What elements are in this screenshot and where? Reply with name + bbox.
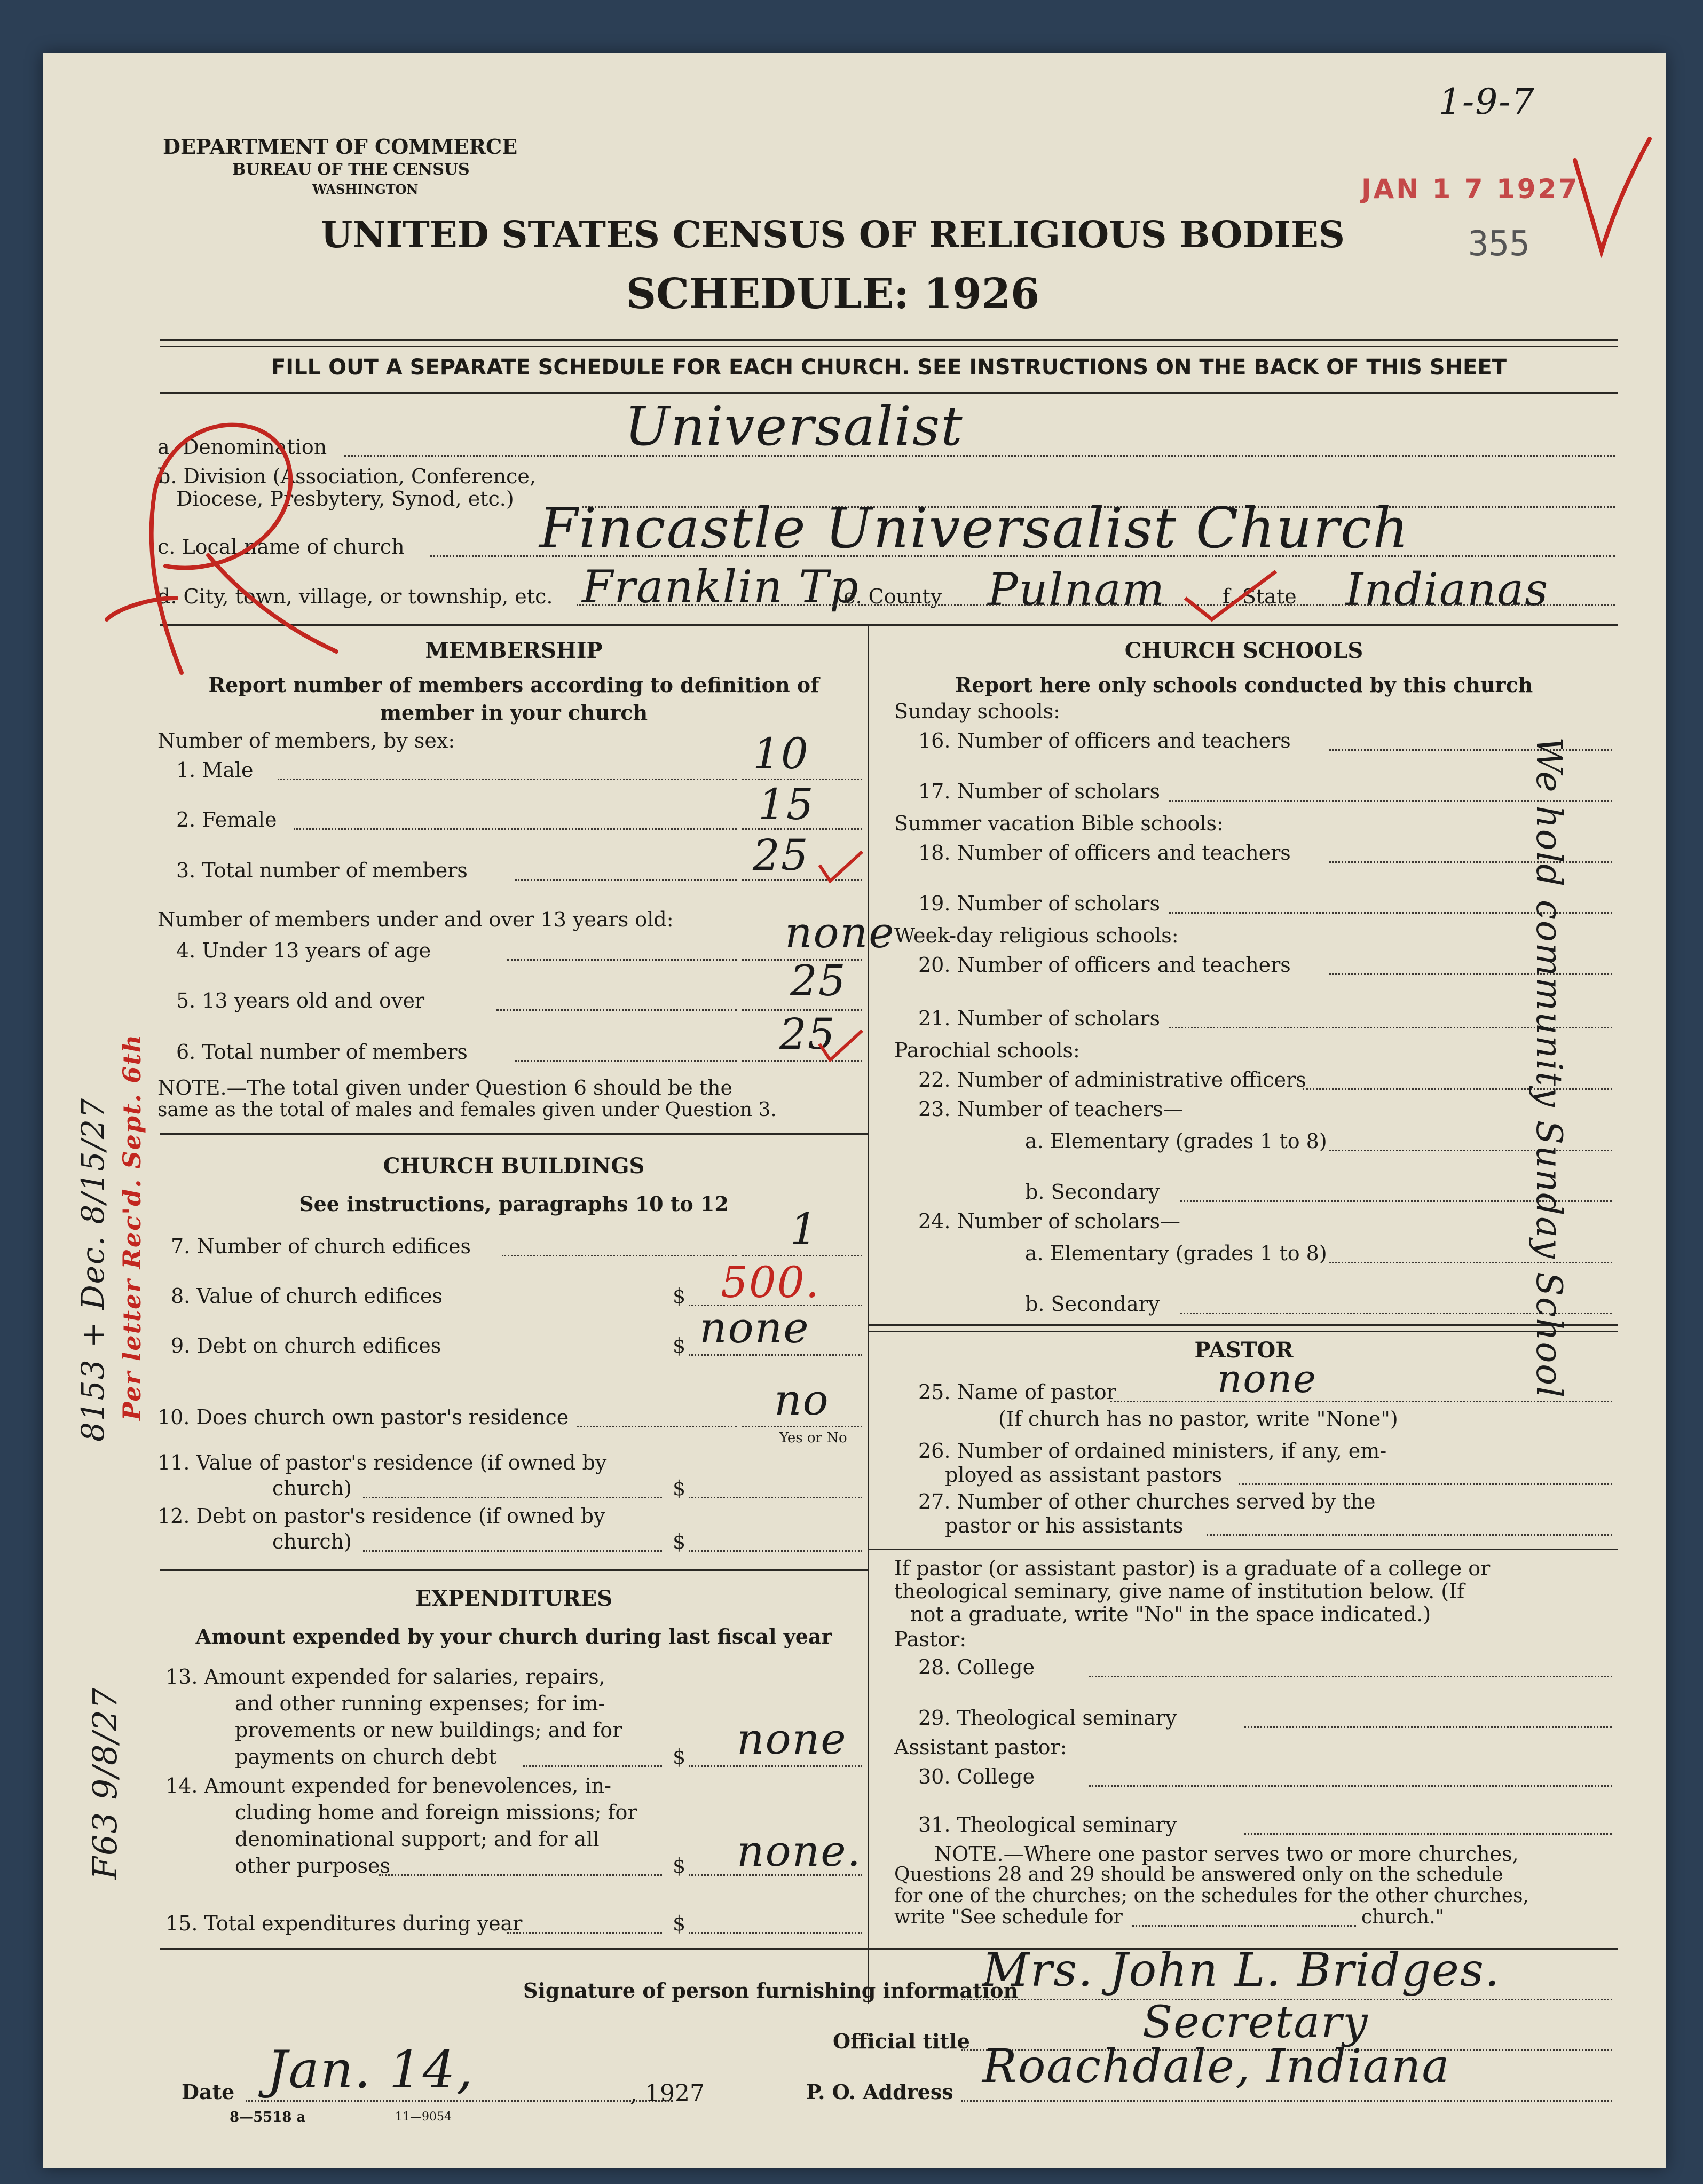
q14-line-4: other purposes xyxy=(235,1854,391,1877)
corner-note: 1-9-7 xyxy=(1439,81,1535,122)
under-13-value[interactable]: none xyxy=(785,908,895,957)
pastor-note-4: write "See schedule for xyxy=(894,1906,1123,1928)
assistant-pastor-subhead: Assistant pastor: xyxy=(894,1735,1067,1759)
q23b-label: b. Secondary xyxy=(1025,1180,1160,1204)
date-label: Date xyxy=(182,2080,235,2104)
pastor-note-1: NOTE.—Where one pastor serves two or more churches, xyxy=(934,1842,1519,1866)
city-label: d. City, town, village, or township, etc. xyxy=(157,585,553,608)
buildings-title: CHURCH BUILDINGS xyxy=(383,1153,645,1179)
graduate-instruction-2: theological seminary, give name of institution below. (If xyxy=(894,1580,1465,1603)
graduate-instruction-3: not a graduate, write "No" in the space indicated.) xyxy=(910,1602,1431,1626)
q24b-label: b. Secondary xyxy=(1025,1292,1160,1316)
expenditures-title: EXPENDITURES xyxy=(415,1586,613,1611)
q8-dollar: $ xyxy=(673,1284,686,1308)
city-value[interactable]: Franklin Tp xyxy=(582,561,860,613)
red-tick-1 xyxy=(817,849,865,886)
membership-title: MEMBERSHIP xyxy=(425,638,603,663)
q13-line-3: provements or new buildings; and for xyxy=(235,1718,622,1742)
q19-label: 19. Number of scholars xyxy=(918,892,1160,915)
q29-label: 29. Theological seminary xyxy=(918,1706,1177,1730)
sunday-schools-label: Sunday schools: xyxy=(894,700,1060,723)
q7-value[interactable]: 1 xyxy=(790,1204,818,1254)
buildings-subtitle: See instructions, paragraphs 10 to 12 xyxy=(299,1192,729,1216)
q14-line-3: denominational support; and for all xyxy=(235,1827,600,1851)
q25-label: 25. Name of pastor xyxy=(918,1380,1116,1404)
q12-dollar: $ xyxy=(673,1530,686,1553)
membership-subtitle-2: member in your church xyxy=(380,701,648,725)
q8-label: 8. Value of church edifices xyxy=(171,1284,443,1308)
q12-label-2: church) xyxy=(272,1530,352,1553)
total-members-label: 3. Total number of members xyxy=(176,859,468,882)
denomination-label: a. Denomination xyxy=(157,435,327,459)
q30-label: 30. College xyxy=(918,1765,1035,1788)
q13-line-2: and other running expenses; for im- xyxy=(235,1692,605,1715)
over-13-value[interactable]: 25 xyxy=(790,956,847,1005)
q11-dollar: $ xyxy=(673,1476,686,1500)
red-check-state xyxy=(1180,566,1281,630)
form-number: 8—5518 a xyxy=(230,2109,306,2125)
under-over-label: Number of members under and over 13 years old: xyxy=(157,908,674,931)
schools-title: CHURCH SCHOOLS xyxy=(1124,638,1363,663)
stamp-number: 355 xyxy=(1468,224,1530,264)
q9-value[interactable]: none xyxy=(699,1303,810,1353)
local-name-label: c. Local name of church xyxy=(157,535,405,559)
denomination-value[interactable]: Universalist xyxy=(625,395,964,458)
schools-subtitle: Report here only schools conducted by this church xyxy=(955,673,1533,697)
received-stamp: JAN 1 7 1927 xyxy=(1361,174,1580,205)
q27-label-1: 27. Number of other churches served by the xyxy=(918,1490,1376,1513)
q10-hint: Yes or No xyxy=(779,1430,847,1446)
under-13-label: 4. Under 13 years of age xyxy=(176,939,431,962)
q9-label: 9. Debt on church edifices xyxy=(171,1334,441,1357)
po-address-label: P. O. Address xyxy=(806,2080,953,2104)
q15-dollar: $ xyxy=(673,1912,686,1935)
q10-label: 10. Does church own pastor's residence xyxy=(157,1405,569,1429)
q23-label: 23. Number of teachers— xyxy=(918,1097,1184,1121)
bureau-name: BUREAU OF THE CENSUS xyxy=(232,160,470,179)
q27-label-2: pastor or his assistants xyxy=(945,1514,1184,1537)
q9-dollar: $ xyxy=(673,1334,686,1357)
pastor-note-2: Questions 28 and 29 should be answered only on the schedule xyxy=(894,1864,1503,1886)
q18-label: 18. Number of officers and teachers xyxy=(918,841,1291,865)
department-name: DEPARTMENT OF COMMERCE xyxy=(163,135,518,159)
q8-value[interactable]: 500. xyxy=(721,1258,821,1307)
membership-subtitle-1: Report number of members according to definition of xyxy=(208,673,819,697)
po-address-value[interactable]: Roachdale, Indiana xyxy=(982,2040,1450,2093)
q26-label-2: ployed as assistant pastors xyxy=(945,1463,1223,1487)
female-value[interactable]: 15 xyxy=(758,780,815,829)
q13-line-1: 13. Amount expended for salaries, repairs, xyxy=(165,1665,605,1688)
form-title: UNITED STATES CENSUS OF RELIGIOUS BODIES xyxy=(321,214,1345,256)
q7-label: 7. Number of church edifices xyxy=(171,1235,471,1258)
local-name-value[interactable]: Fincastle Universalist Church xyxy=(539,496,1410,561)
summer-schools-label: Summer vacation Bible schools: xyxy=(894,812,1224,835)
date-value[interactable]: Jan. 14, xyxy=(267,2040,474,2100)
q11-label-2: church) xyxy=(272,1476,352,1500)
q22-label: 22. Number of administrative officers xyxy=(918,1068,1306,1091)
margin-note-right: We hold community Sunday School xyxy=(1528,737,1570,1399)
county-label: e. County xyxy=(843,585,942,608)
male-label: 1. Male xyxy=(176,758,254,782)
q15-label: 15. Total expenditures during year xyxy=(165,1912,523,1935)
q12-label-1: 12. Debt on pastor's residence (if owned by xyxy=(157,1504,605,1528)
q28-label: 28. College xyxy=(918,1655,1035,1679)
q24a-label: a. Elementary (grades 1 to 8) xyxy=(1025,1242,1327,1265)
state-label: f. State xyxy=(1223,585,1297,608)
pastor-subhead: Pastor: xyxy=(894,1628,967,1651)
signature-label: Signature of person furnishing information xyxy=(523,1978,1019,2002)
q26-label-1: 26. Number of ordained ministers, if any, em- xyxy=(918,1439,1387,1463)
schedule-title: SCHEDULE: 1926 xyxy=(626,270,1040,318)
pastor-note-3: for one of the churches; on the schedules for the other churches, xyxy=(894,1885,1529,1907)
q25-value[interactable]: none xyxy=(1217,1356,1317,1401)
q25-hint: (If church has no pastor, write "None") xyxy=(998,1407,1398,1431)
q31-label: 31. Theological seminary xyxy=(918,1813,1177,1836)
q10-value[interactable]: no xyxy=(774,1375,830,1425)
parochial-schools-label: Parochial schools: xyxy=(894,1039,1080,1062)
graduate-instruction-1: If pastor (or assistant pastor) is a graduate of a college or xyxy=(894,1557,1491,1580)
q13-value[interactable]: none xyxy=(737,1714,847,1764)
q14-value[interactable]: none. xyxy=(737,1826,862,1876)
q16-label: 16. Number of officers and teachers xyxy=(918,729,1291,752)
q14-line-1: 14. Amount expended for benevolences, in- xyxy=(165,1774,611,1797)
q23a-label: a. Elementary (grades 1 to 8) xyxy=(1025,1129,1327,1153)
weekday-schools-label: Week-day religious schools: xyxy=(894,924,1179,947)
q11-label-1: 11. Value of pastor's residence (if owned by xyxy=(157,1451,607,1474)
division-label-1: b. Division (Association, Conference, xyxy=(157,465,536,488)
separate-schedule-instruction: FILL OUT A SEPARATE SCHEDULE FOR EACH CHURCH. SEE INSTRUCTIONS ON THE BACK OF THIS SHEET xyxy=(271,355,1507,380)
red-r-mark xyxy=(85,395,384,694)
female-label: 2. Female xyxy=(176,808,277,831)
red-tick-2 xyxy=(817,1028,865,1065)
total-members-2-label: 6. Total number of members xyxy=(176,1040,468,1064)
print-number: 11—9054 xyxy=(395,2110,452,2124)
pastor-title: PASTOR xyxy=(1194,1338,1294,1363)
q13-dollar: $ xyxy=(673,1745,686,1769)
q24-label: 24. Number of scholars— xyxy=(918,1209,1180,1233)
division-label-2: Diocese, Presbytery, Synod, etc.) xyxy=(176,487,514,510)
membership-note-2: same as the total of males and females given under Question 3. xyxy=(157,1099,777,1121)
state-value[interactable]: Indianas xyxy=(1345,563,1549,616)
total-members-2-value[interactable]: 25 xyxy=(779,1009,836,1059)
margin-note-left-2: Per letter Rec'd. Sept. 6th xyxy=(117,1033,146,1420)
q21-label: 21. Number of scholars xyxy=(918,1007,1160,1030)
q17-label: 17. Number of scholars xyxy=(918,780,1160,803)
expenditures-subtitle: Amount expended by your church during last fiscal year xyxy=(195,1624,832,1648)
margin-note-left-3: F63 9/8/27 xyxy=(85,1686,124,1880)
members-by-sex-label: Number of members, by sex: xyxy=(157,729,455,752)
city-name: WASHINGTON xyxy=(312,182,419,197)
margin-note-left-1: 8153 + Dec. 8/15/27 xyxy=(75,1097,111,1442)
q14-dollar: $ xyxy=(673,1854,686,1877)
membership-note-1: NOTE.—The total given under Question 6 should be the xyxy=(157,1076,732,1099)
pastor-note-5: church." xyxy=(1361,1906,1445,1928)
census-form xyxy=(43,53,1666,2168)
date-year: , 1927 xyxy=(630,2080,705,2107)
over-13-label: 5. 13 years old and over xyxy=(176,989,425,1012)
q14-line-2: cluding home and foreign missions; for xyxy=(235,1801,637,1824)
county-value[interactable]: Pulnam xyxy=(988,563,1166,616)
male-value[interactable]: 10 xyxy=(753,729,809,779)
official-title-value[interactable]: Secretary xyxy=(1142,1997,1369,2048)
q20-label: 20. Number of officers and teachers xyxy=(918,953,1291,977)
signature-value[interactable]: Mrs. John L. Bridges. xyxy=(982,1944,1501,1997)
q13-line-4: payments on church debt xyxy=(235,1745,497,1769)
official-title-label: Official title xyxy=(833,2029,970,2053)
total-members-value[interactable]: 25 xyxy=(753,830,809,880)
